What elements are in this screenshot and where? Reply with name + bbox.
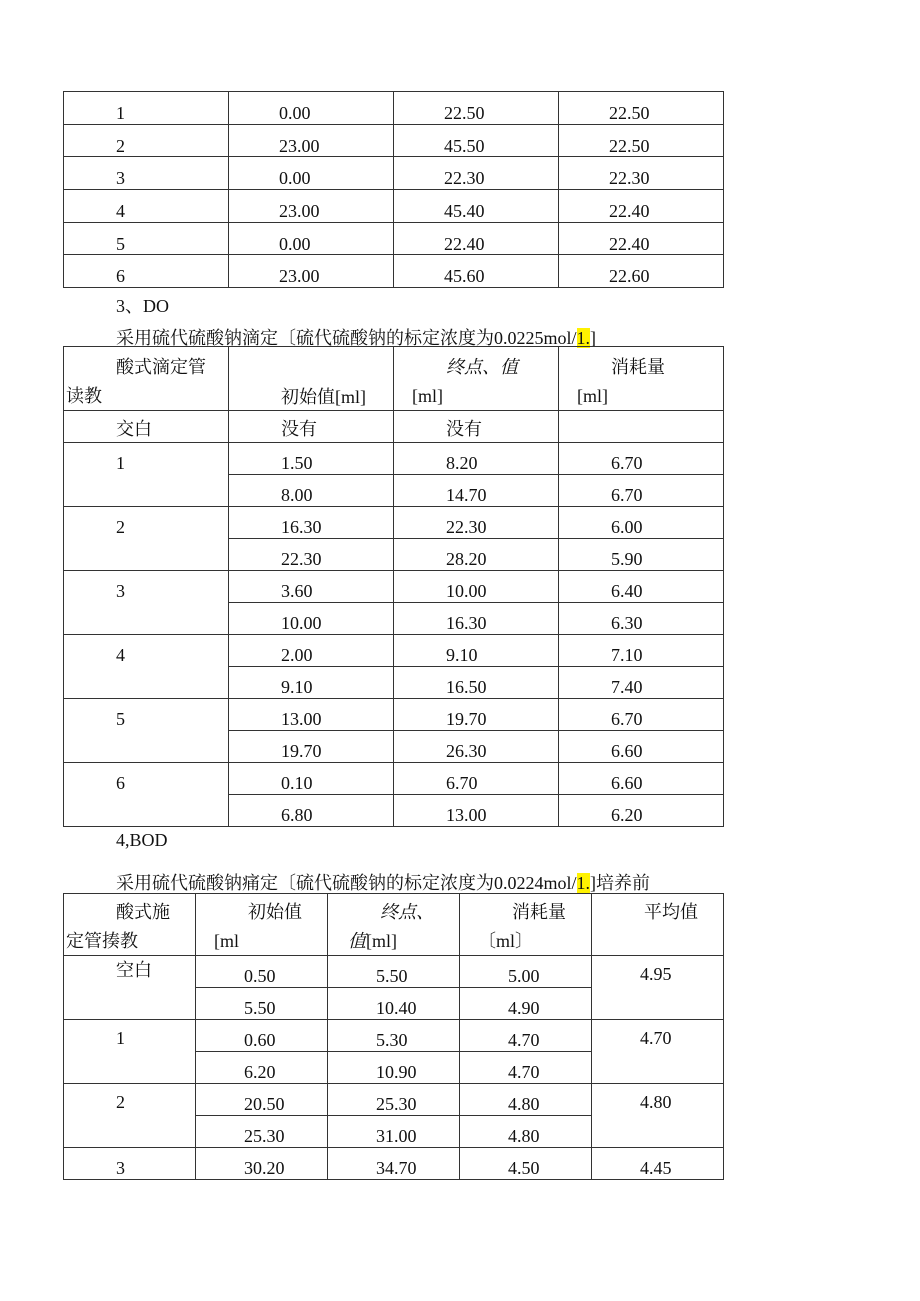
header-cell [592, 894, 724, 956]
table-cell: 5.30 [328, 1020, 460, 1052]
header-line-part: 值 [348, 930, 366, 951]
header-line: 读教 [66, 385, 102, 406]
table-cell: 4.80 [460, 1084, 592, 1116]
table-cell: 22.60 [609, 266, 650, 287]
header-line: 定管揍教 [66, 930, 138, 951]
table-cell: 0.50 [196, 956, 328, 988]
table-cell: 25.30 [196, 1116, 328, 1148]
header-cell [328, 894, 460, 956]
table-cell: 26.30 [394, 731, 559, 763]
header-line: [ml] [412, 385, 443, 406]
titration-table-1 [63, 91, 724, 288]
table-cell: 5.90 [559, 539, 724, 571]
table-cell: 25.30 [328, 1084, 460, 1116]
table-cell: 6.00 [559, 507, 724, 539]
table-row [64, 255, 724, 288]
table-cell: 5.00 [460, 956, 592, 988]
table-cell: 22.40 [444, 233, 485, 254]
header-line: 终点、值 [446, 357, 518, 377]
header-line [328, 923, 459, 952]
table-cell: 9.10 [394, 635, 559, 667]
table-cell: 22.30 [394, 507, 559, 539]
table-cell: 23.00 [279, 266, 320, 287]
table-cell: 10.40 [328, 988, 460, 1020]
table-cell: 4.90 [460, 988, 592, 1020]
table-cell: 6.60 [559, 763, 724, 795]
table-row [64, 635, 724, 667]
section-heading-bod: 4,BOD [116, 830, 168, 850]
table-cell: 9.10 [229, 667, 394, 699]
table-cell: 6.70 [559, 475, 724, 507]
table-cell: 4.70 [460, 1052, 592, 1084]
table-cell: 6.30 [559, 603, 724, 635]
table-cell: 5 [116, 233, 125, 254]
header-cell [64, 347, 229, 411]
table-row [64, 124, 724, 157]
do-titration-table [63, 346, 724, 827]
table-cell: 6.70 [559, 443, 724, 475]
header-line: 消耗量 [512, 902, 566, 922]
table-cell: 2.00 [229, 635, 394, 667]
table-cell: 6 [116, 266, 125, 287]
table-cell: 4.70 [460, 1020, 592, 1052]
group-label-cell: 2 [64, 507, 229, 571]
table-cell: 6.70 [559, 699, 724, 731]
highlighted-text: 1. [576, 873, 591, 893]
table-cell: 6.80 [229, 795, 394, 827]
description-text-end: ]培养前 [590, 873, 651, 893]
table-cell: 5.50 [196, 988, 328, 1020]
table-cell [559, 411, 724, 443]
highlighted-text: 1. [576, 328, 591, 348]
table-cell: 0.00 [279, 233, 311, 254]
average-cell: 4.95 [592, 956, 724, 1020]
group-label-cell: 3 [64, 571, 229, 635]
header-line: 初始值 [248, 902, 302, 922]
table-row [64, 1084, 724, 1116]
header-cell [229, 347, 394, 411]
table-row [64, 956, 724, 988]
table-cell: 10.00 [229, 603, 394, 635]
table-cell: 6.60 [559, 731, 724, 763]
header-line: 消耗量 [611, 357, 665, 377]
table-cell: 8.00 [229, 475, 394, 507]
table-cell: 没有 [394, 411, 559, 443]
description-text-end: ] [590, 328, 597, 348]
table-cell: 4.80 [460, 1116, 592, 1148]
table-row [64, 571, 724, 603]
table-cell: 7.10 [559, 635, 724, 667]
table-cell: 13.00 [229, 699, 394, 731]
header-line: [ml [214, 930, 239, 951]
table-row [64, 92, 724, 125]
table-cell: 交白 [64, 411, 229, 443]
table-cell: 3 [116, 168, 125, 189]
group-label-cell: 空白 [64, 956, 196, 1020]
table-cell: 45.60 [444, 266, 485, 287]
table-cell: 34.70 [328, 1148, 460, 1180]
table-row [64, 411, 724, 443]
table-cell: 22.50 [609, 135, 650, 156]
table-row [64, 443, 724, 475]
table-cell: 45.50 [444, 135, 485, 156]
header-cell [460, 894, 592, 956]
group-label-cell: 3 [64, 1148, 196, 1180]
header-cell [196, 894, 328, 956]
average-cell: 4.80 [592, 1084, 724, 1148]
table-cell: 20.50 [196, 1084, 328, 1116]
table-cell: 10.00 [394, 571, 559, 603]
group-label-cell: 2 [64, 1084, 196, 1148]
table-row [64, 1148, 724, 1180]
bod-titration-table [63, 893, 724, 1180]
header-line: [ml] [577, 385, 608, 406]
table-cell: 8.20 [394, 443, 559, 475]
table-cell: 14.70 [394, 475, 559, 507]
table-cell: 0.00 [279, 168, 311, 189]
table-cell: 5.50 [328, 956, 460, 988]
table-cell: 23.00 [279, 201, 320, 222]
table-cell: 16.30 [229, 507, 394, 539]
table-cell: 22.40 [609, 233, 650, 254]
table-cell: 1.50 [229, 443, 394, 475]
table-cell: 22.30 [229, 539, 394, 571]
table-cell: 4.50 [460, 1148, 592, 1180]
table-header-row [64, 894, 724, 956]
table-row [64, 699, 724, 731]
table-cell: 3.60 [229, 571, 394, 603]
table-row [64, 1020, 724, 1052]
table-cell: 6.20 [196, 1052, 328, 1084]
table-cell: 22.50 [444, 103, 485, 123]
table-cell: 0.00 [279, 103, 311, 123]
table-cell: 10.90 [328, 1052, 460, 1084]
table-row [64, 190, 724, 223]
table-cell: 22.30 [444, 168, 485, 189]
average-cell: 4.70 [592, 1020, 724, 1084]
description-text: 采用硫代硫酸钠痛定〔硫代硫酸钠的标定浓度为0.0224mol/ [116, 873, 577, 893]
table-cell: 16.30 [394, 603, 559, 635]
table-cell: 6.40 [559, 571, 724, 603]
table-cell: 28.20 [394, 539, 559, 571]
header-cell [64, 894, 196, 956]
group-label-cell: 1 [64, 1020, 196, 1084]
header-line: 酸式施 [116, 902, 170, 922]
table-cell: 0.60 [196, 1020, 328, 1052]
table-row [64, 157, 724, 190]
table-cell: 45.40 [444, 201, 485, 222]
table-row [64, 763, 724, 795]
table-cell: 31.00 [328, 1116, 460, 1148]
header-cell [394, 347, 559, 411]
group-label-cell: 5 [64, 699, 229, 763]
header-line: 初始值[ml] [281, 387, 366, 407]
table-row [64, 222, 724, 255]
header-line: 终点、 [380, 902, 434, 922]
table-cell: 没有 [229, 411, 394, 443]
table-cell: 7.40 [559, 667, 724, 699]
table-cell: 6.20 [559, 795, 724, 827]
table-cell: 22.30 [609, 168, 650, 189]
header-line: 〔ml〕 [478, 930, 534, 951]
description-text: 采用硫代硫酸钠滴定〔硫代硫酸钠的标定浓度为0.0225mol/ [116, 328, 577, 348]
table-cell: 0.10 [229, 763, 394, 795]
group-label-cell: 1 [64, 443, 229, 507]
table-cell: 22.50 [609, 103, 650, 123]
group-label-cell: 4 [64, 635, 229, 699]
group-label-cell: 6 [64, 763, 229, 827]
header-line: 酸式滴定管 [116, 357, 206, 377]
table-cell: 13.00 [394, 795, 559, 827]
section-description-bod [116, 869, 650, 895]
table-cell: 2 [116, 135, 125, 156]
header-cell [559, 347, 724, 411]
header-line: 平均值 [644, 902, 698, 922]
table-cell: 23.00 [279, 135, 320, 156]
average-cell: 4.45 [592, 1148, 724, 1180]
table-cell: 19.70 [394, 699, 559, 731]
table-cell: 16.50 [394, 667, 559, 699]
section-heading-do: 3、DO [116, 296, 169, 316]
table-row [64, 507, 724, 539]
table-cell: 6.70 [394, 763, 559, 795]
table-cell: 4 [116, 201, 125, 222]
table-cell: 19.70 [229, 731, 394, 763]
table-cell: 22.40 [609, 201, 650, 222]
table-header-row [64, 347, 724, 411]
table-cell: 1 [116, 103, 125, 123]
header-line-part: [ml] [366, 930, 397, 951]
table-cell: 30.20 [196, 1148, 328, 1180]
